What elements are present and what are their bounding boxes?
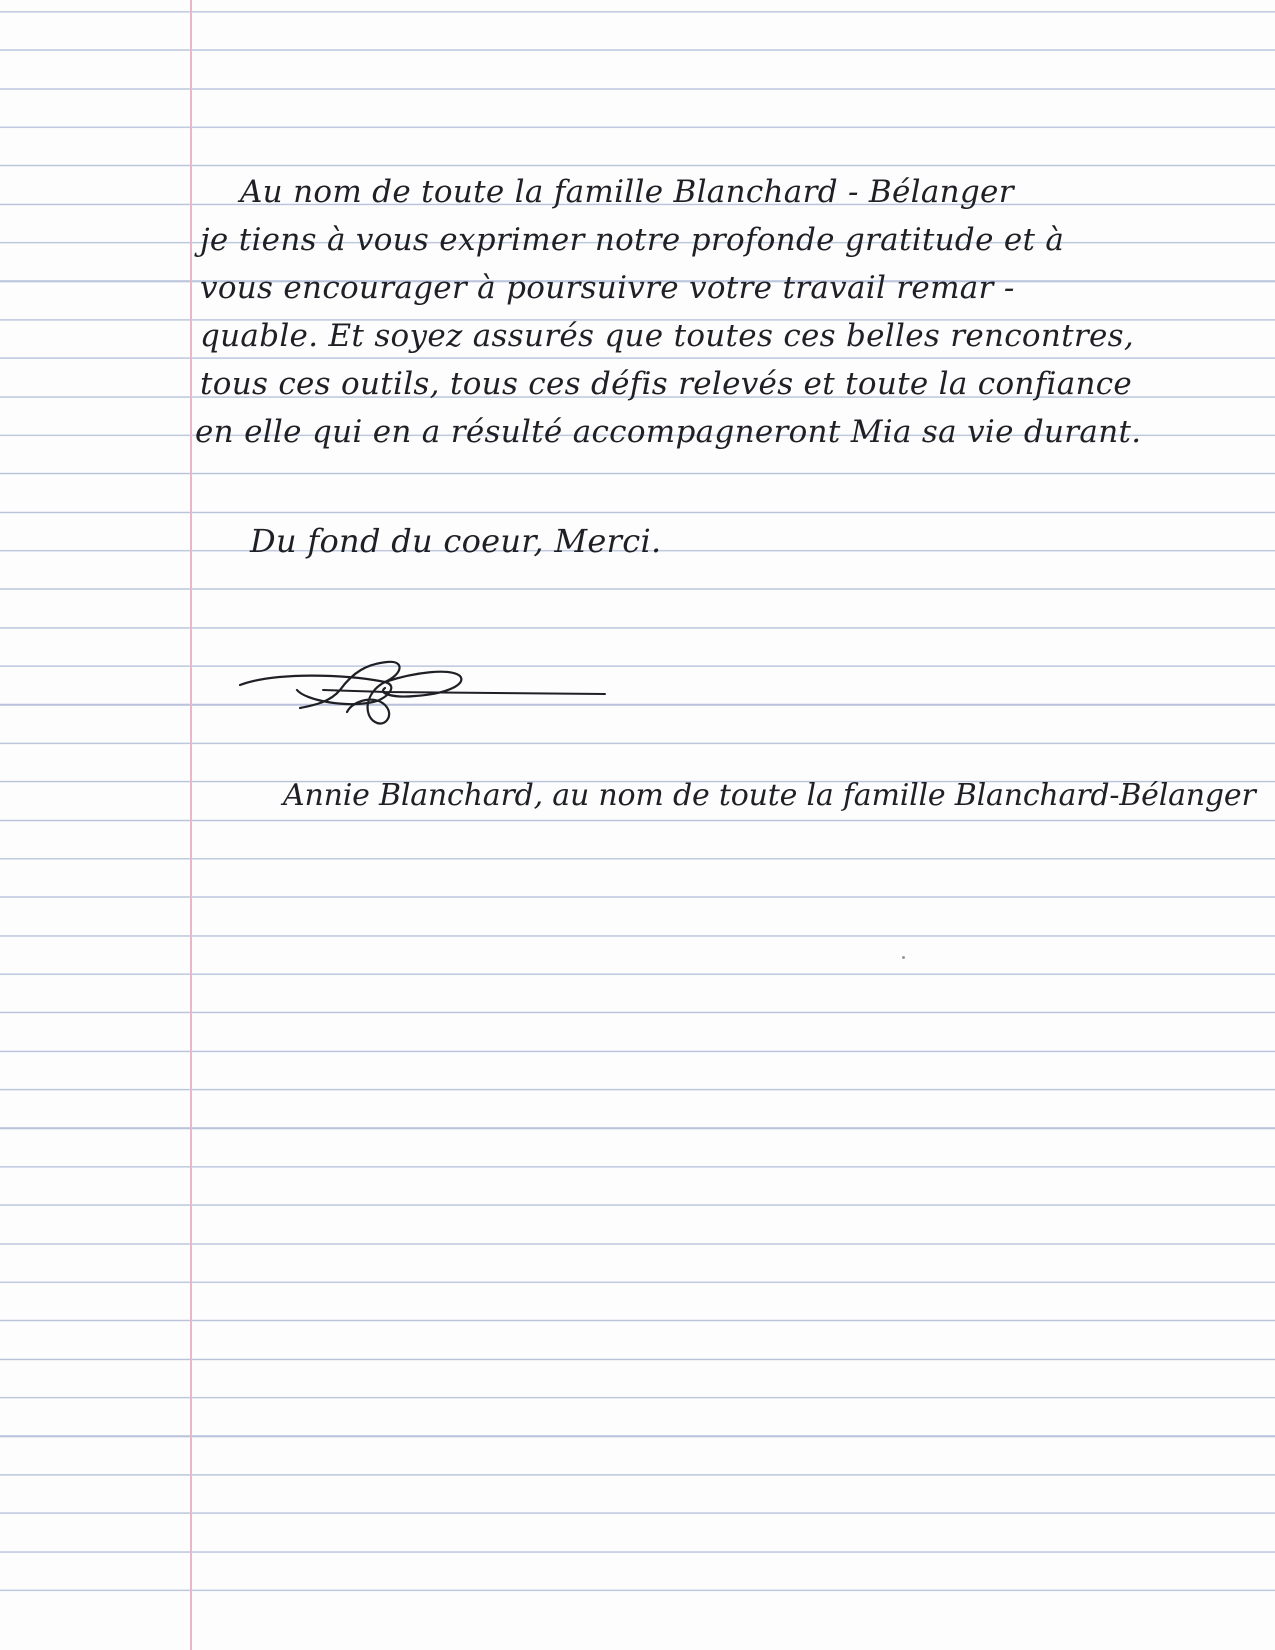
letter-line-2: je tiens à vous exprimer notre profonde gratitude et à: [200, 222, 1065, 258]
signature-mark: [235, 660, 615, 770]
signed-by-line: Annie Blanchard, au nom de toute la famille Blanchard-Bélanger: [283, 778, 1256, 813]
closing-line: Du fond du coeur, Merci.: [250, 522, 662, 560]
margin-line: [190, 0, 192, 1650]
letter-line-3: vous encourager à poursuivre votre travail remar -: [200, 270, 1015, 306]
scan-speck: [902, 956, 905, 959]
letter-line-4: quable. Et soyez assurés que toutes ces belles rencontres,: [200, 318, 1135, 354]
letter-line-1: Au nom de toute la famille Blanchard - Bélanger: [240, 174, 1014, 210]
letter-line-5: tous ces outils, tous ces défis relevés et toute la confiance: [200, 366, 1133, 402]
letter-line-6: en elle qui en a résulté accompagneront Mia sa vie durant.: [195, 414, 1142, 450]
